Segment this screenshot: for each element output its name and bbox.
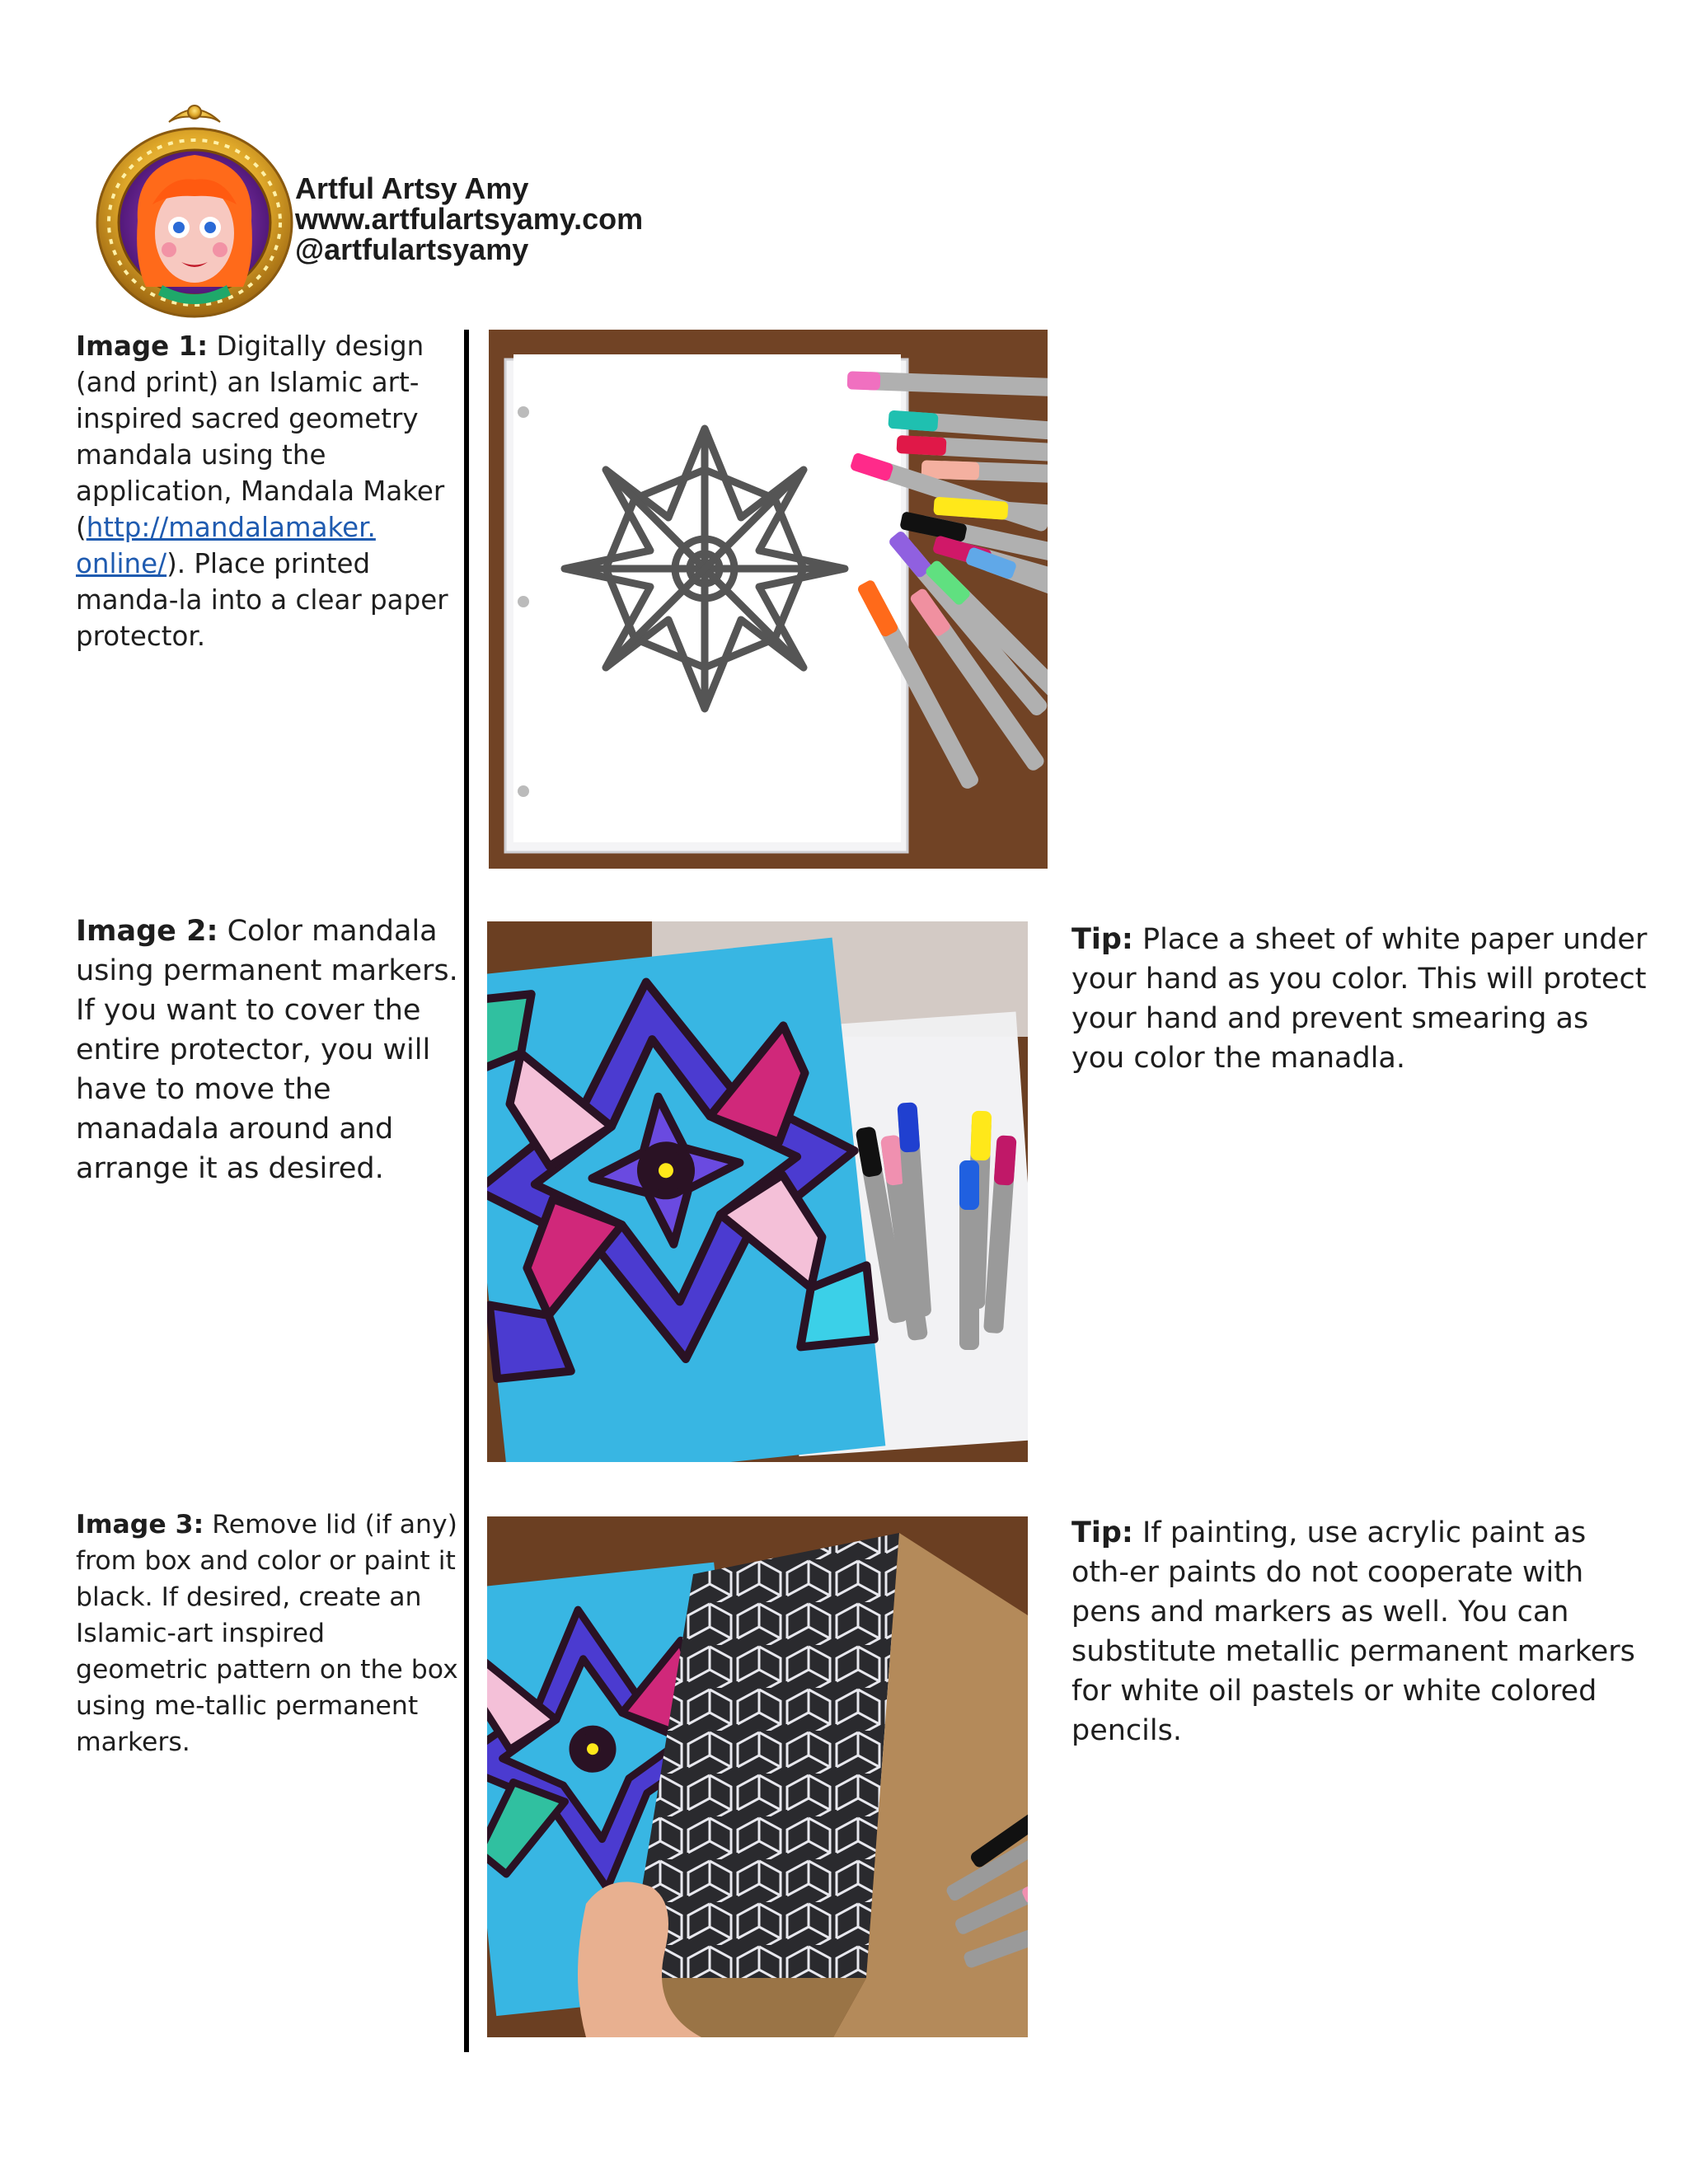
framed-portrait-icon (87, 97, 302, 324)
step-3-body: Remove lid (if any) from box and color or paint it black. If desired, create an Islamic-art inspired geometric pattern on the box using me-tallic permanent markers. (76, 1510, 458, 1757)
step-2-label: Image 2: (76, 915, 218, 948)
tip-1-label: Tip: (1071, 923, 1133, 956)
step-2-text (76, 912, 463, 1188)
tip-1 (1071, 920, 1648, 1078)
step-1-label: Image 1: (76, 330, 209, 362)
tip-2-body: If painting, use acrylic paint as oth-er paints do not cooperate with pens and markers as well. You can substitute metallic permanent markers for white oil pastels or white colored pencils. (1071, 1516, 1635, 1747)
step-2-body: Color mandala using permanent markers. If you want to cover the entire protector, you will have to move the manadala around and arrange it as desired. (76, 915, 458, 1185)
step-1-text (76, 328, 463, 654)
author-name: Artful Artsy Amy (295, 171, 529, 205)
step-3-text (76, 1507, 463, 1760)
photo-decorated-box (487, 1516, 1028, 2037)
decorated-box-photo (487, 1516, 1028, 2037)
header-info (295, 173, 823, 265)
tip-2-label: Tip: (1071, 1516, 1133, 1549)
step-1-body-end: ). Place printed manda-la into a clear paper protector. (76, 548, 448, 652)
social-handle: @artfulartsyamy (295, 232, 529, 266)
link-part-1[interactable]: http://mandalamaker. (86, 512, 376, 543)
photo-colored-mandala (487, 921, 1028, 1462)
column-divider (464, 330, 469, 2052)
photo-printed-mandala (489, 330, 1048, 869)
mandala-outline-photo (489, 330, 1048, 869)
link-part-2[interactable]: online/ (76, 548, 167, 579)
step-1-body: Digitally design (and print) an Islamic art-inspired sacred geometry mandala using the application, Mandala Maker ( (76, 330, 445, 543)
step-3-label: Image 3: (76, 1510, 204, 1540)
tip-2 (1071, 1513, 1648, 1750)
tip-1-body: Place a sheet of white paper under your hand as you color. This will protect your hand and prevent smearing as you color the manadla. (1071, 923, 1648, 1075)
website-link[interactable]: www.artfulartsyamy.com (295, 202, 644, 236)
avatar (87, 97, 302, 324)
colored-mandala-photo (487, 921, 1028, 1462)
